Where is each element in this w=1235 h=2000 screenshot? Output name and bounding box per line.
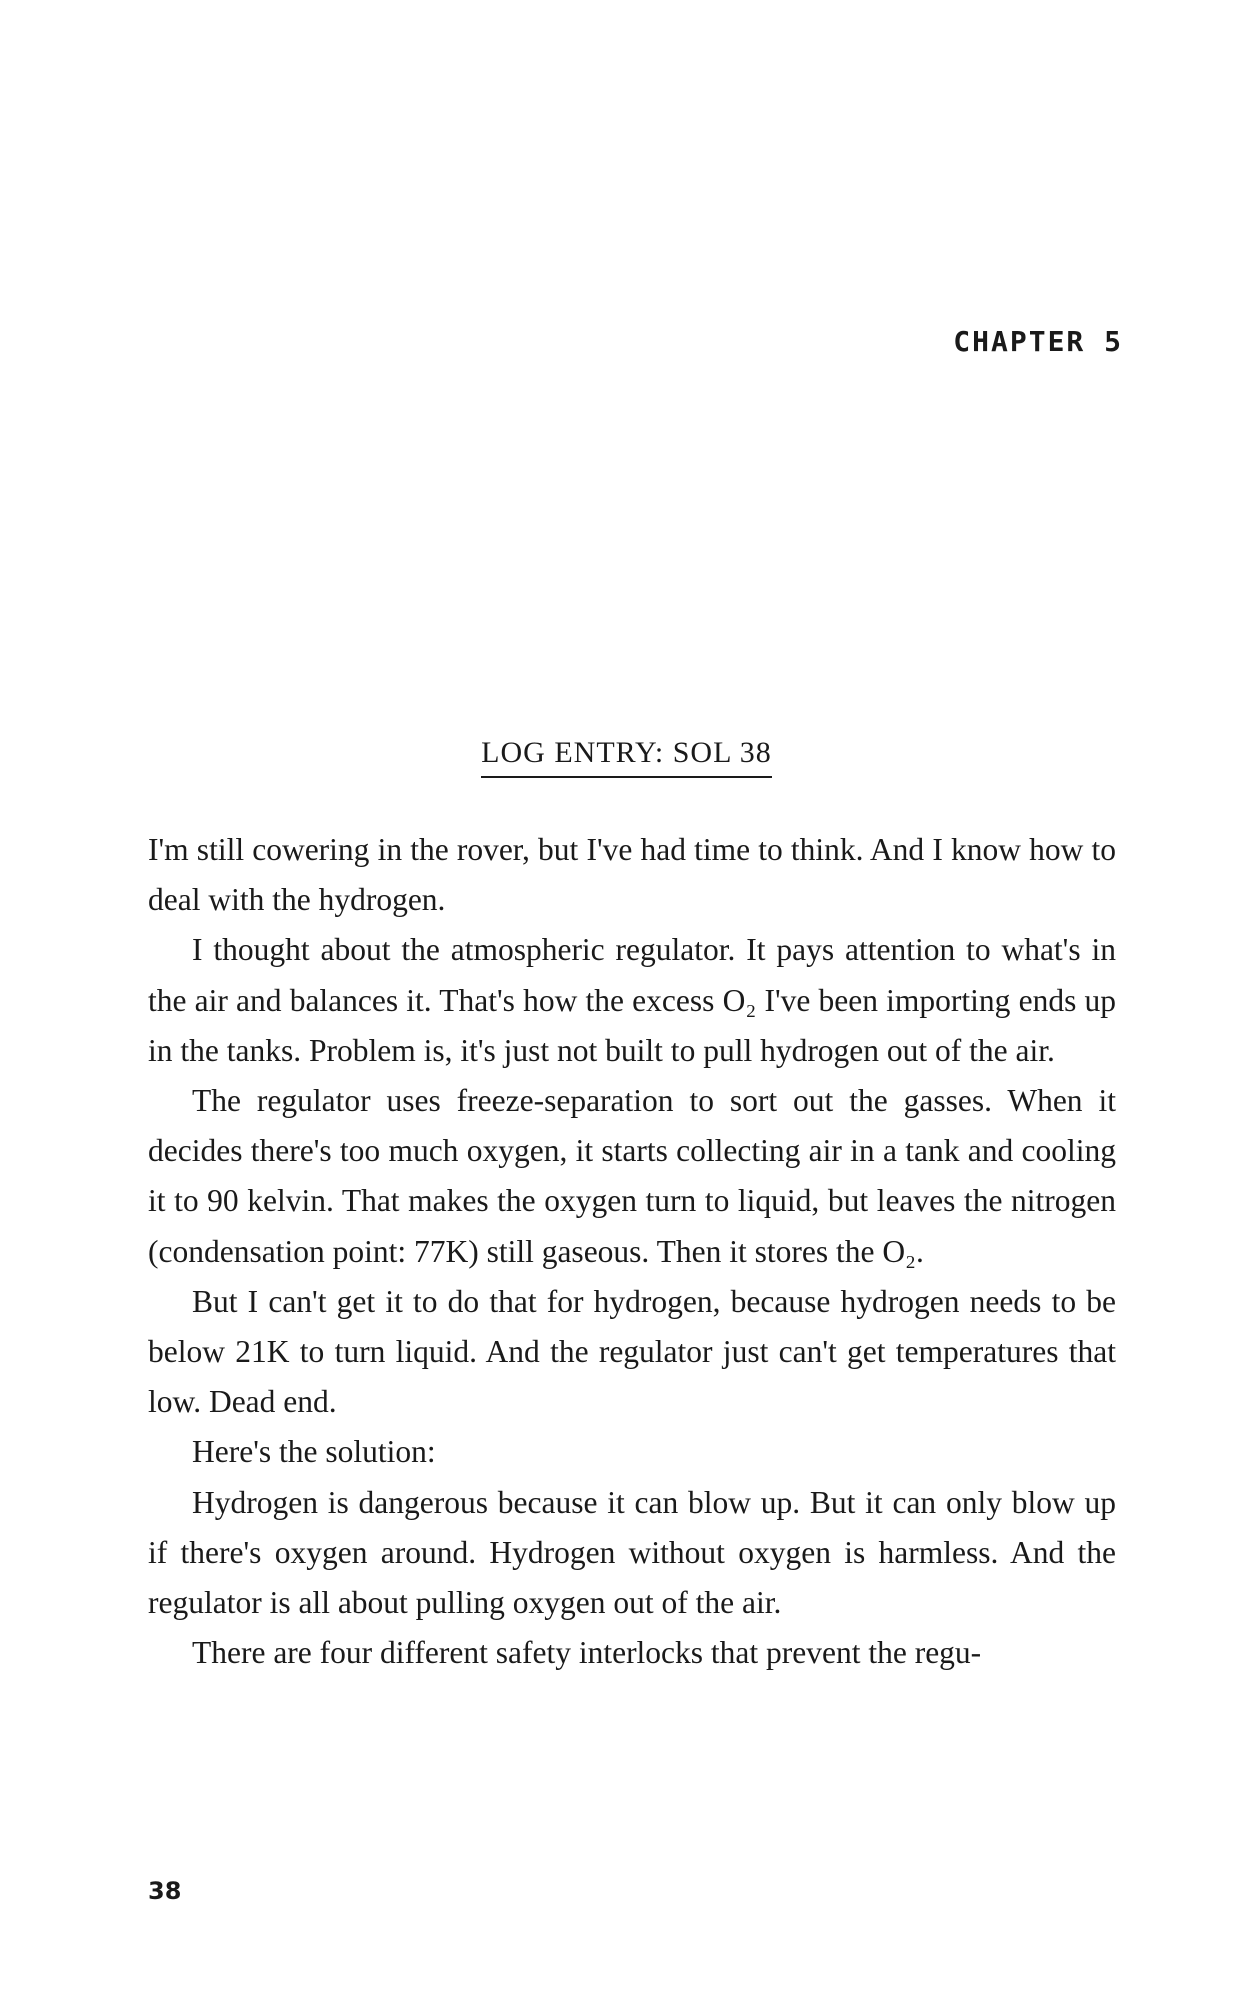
paragraph-3: The regulator uses freeze-separation to sort out the gasses. When it decides there's too much oxygen, it starts collecting air in a tank and cooling it to 90 kelvin. That makes the oxygen turn to liquid, but leaves the nitrogen (condensation point: 77K) still gaseous. Then it stores the O₂. — [148, 1083, 1116, 1269]
paragraph-5: Here's the solution: — [192, 1434, 436, 1470]
paragraph-6: Hydrogen is dangerous because it can blow up. But it can only blow up if there's oxygen around. Hydrogen without oxygen is harmless. And the regulator is all about pulling oxygen out of the air. — [148, 1484, 1116, 1621]
chapter-title: CHAPTER 5 — [953, 325, 1123, 358]
body-text — [148, 825, 1116, 1678]
paragraph-7: There are four different safety interlocks that prevent the regu- — [192, 1635, 982, 1671]
log-entry-heading: LOG ENTRY: SOL 38 — [481, 736, 772, 778]
paragraph-2: I thought about the atmospheric regulator. It pays attention to what's in the air and balances it. That's how the excess O₂ I've been importing ends up in the tanks. Problem is, it's just not built to pull hydrogen out of the air. — [148, 932, 1116, 1068]
paragraph-4: But I can't get it to do that for hydrogen, because hydrogen needs to be below 21K to turn liquid. And the regulator just can't get temperatures that low. Dead end. — [148, 1283, 1116, 1420]
log-entry-heading-wrapper — [0, 736, 1235, 778]
page-number: 38 — [148, 1877, 182, 1905]
paragraph-1: I'm still cowering in the rover, but I've had time to think. And I know how to deal with the hydrogen. — [148, 832, 1116, 918]
